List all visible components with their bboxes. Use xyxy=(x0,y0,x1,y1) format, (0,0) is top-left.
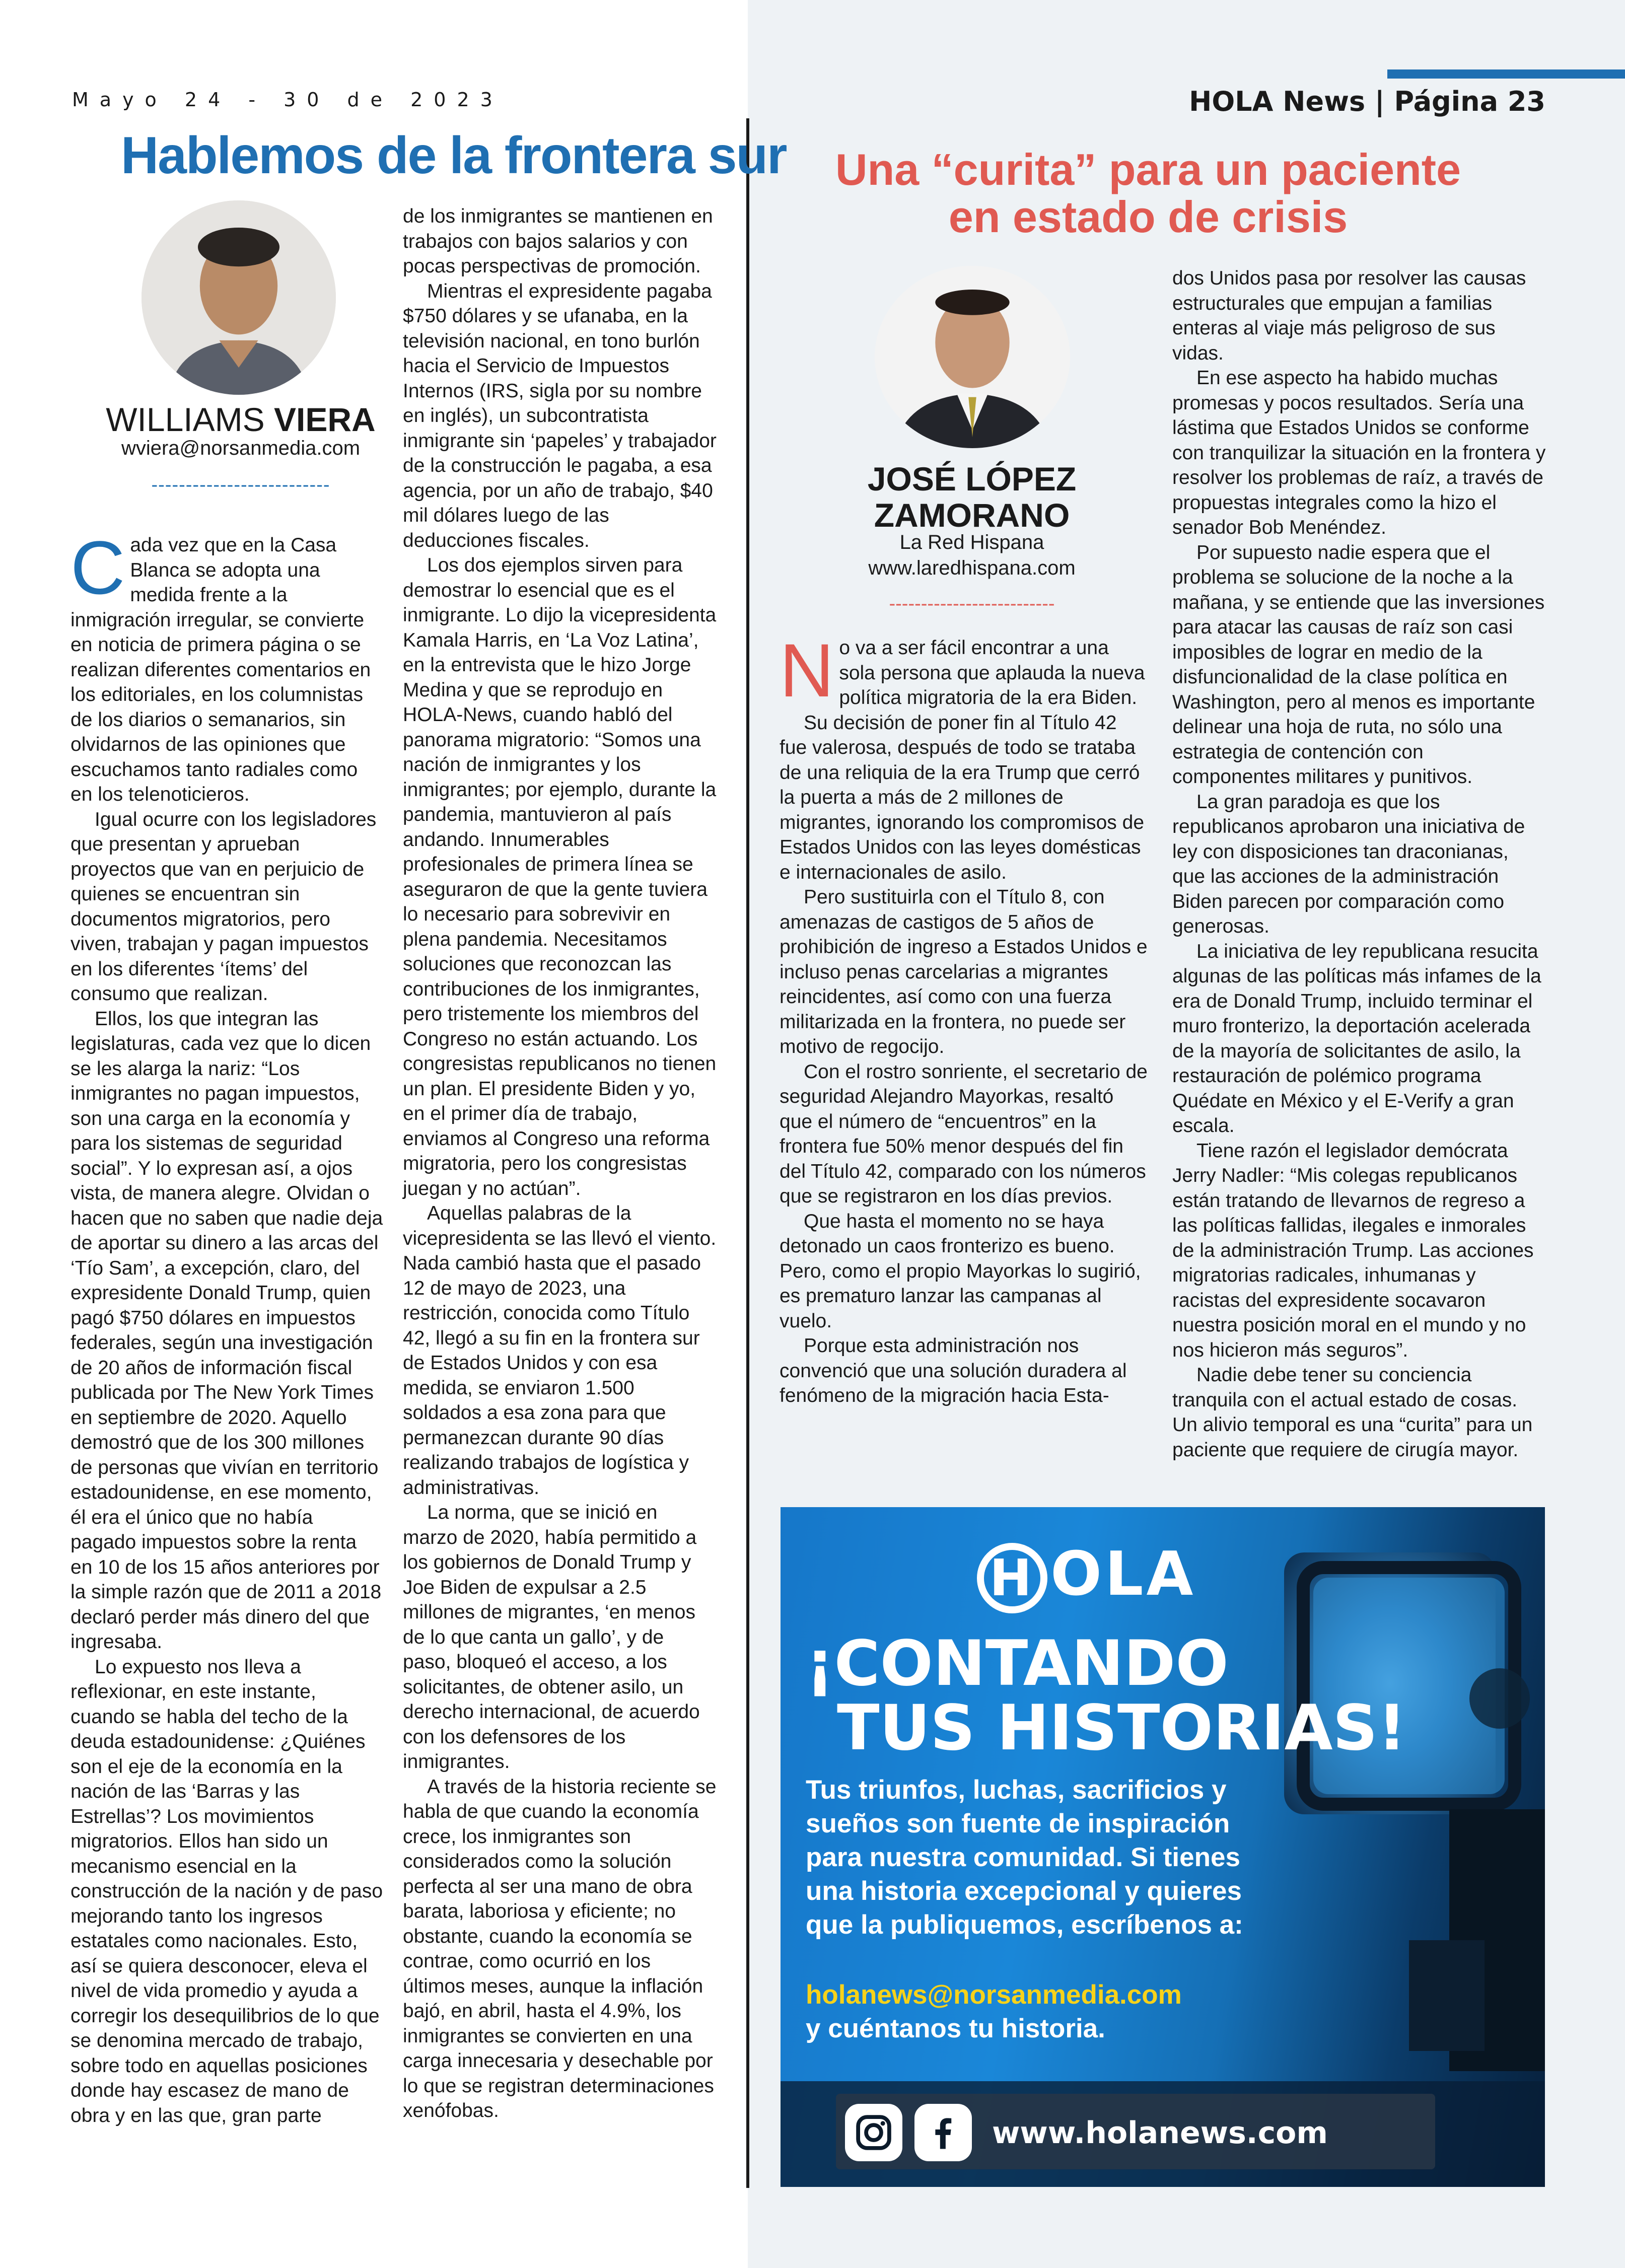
header-accent-bar xyxy=(1387,69,1625,79)
ad-tail-text: y cuéntanos tu historia. xyxy=(806,2014,1105,2043)
paragraph: Porque esta administración nos convenció que una solución duradera al fenómeno de la migración hacia Esta- xyxy=(780,1335,1127,1406)
author-name-line-2: ZAMORANO xyxy=(874,497,1070,534)
facebook-icon[interactable] xyxy=(914,2104,972,2161)
paragraph: Mientras el expresidente pagaba $750 dólares y se ufanaba, en la televisión nacional, en tono burlón hacia el Servicio de Impuestos Internos (IRS, sigla por su nombre en inglés), un subcontratista inmigrante sin ‘papeles’ y trabajador de la construcción le pagaba, a esa agencia, por un año de trabajo, $40 mil dólares luego de las deducciones fiscales. xyxy=(403,280,717,551)
paragraph: Su decisión de poner fin al Título 42 fue valerosa, después de todo se trataba de una reliquia de la era Trump que cerró la puerta a más de 2 millones de migrantes, ignorando los compromisos de Estados Unidos con las leyes domésticas e internacionales de asilo. xyxy=(780,712,1145,883)
paragraph: dos Unidos pasa por resolver las causas estructurales que empujan a familias enteras al viaje más peligroso de sus vidas. xyxy=(1172,267,1526,364)
paragraph: En ese aspecto ha habido muchas promesas y pocos resultados. Sería una lástima que Estados Unidos se conforme con tranquilizar la situación en la frontera y resolver los problemas de raíz, a través de propuestas integrales como la hizo el senador Bob Menéndez. xyxy=(1172,367,1546,538)
article-right-column-2 xyxy=(1172,266,1546,1462)
ad-body-text: Tus triunfos, luchas, sacrificios y sueños son fuente de inspiración para nuestra comunidad. Si tienes una historia excepcional y quieres que la publiquemos, escríbenos a: xyxy=(806,1775,1243,1940)
paragraph: A través de la historia reciente se habla de que cuando la economía crece, los inmigrantes son considerados como la solución perfecta al ser una mano de obra barata, laboriosa y eficiente; no obstante, cuando la economía se contrae, como ocurrió en los últimos meses, aunque la inflación bajó, en abril, hasta el 4.9%, los inmigrantes se convierten en una carga innecesaria y desechable por lo que se registran determinaciones xenófobas. xyxy=(403,1776,717,2121)
headline-left: Hablemos de la frontera sur xyxy=(121,126,787,185)
instagram-icon[interactable] xyxy=(845,2104,902,2161)
paragraph: Tiene razón el legislador demócrata Jerry Nadler: “Mis colegas republicanos están tratando de llevarnos de regreso a las políticas fallidas, ilegales e inmorales de la administración Trump. Las acciones migratorias radicales, inhumanas y racistas del expresidente socavaron nuestra posición moral en el mundo y no nos hicieron más seguros”. xyxy=(1172,1140,1534,1361)
paragraph: Los dos ejemplos sirven para demostrar lo esencial que es el inmigrante. Lo dijo la vicepresidenta Kamala Harris, en ‘La Voz Latina’, en la entrevista que le hizo Jorge Medina y que se reprodujo en HOLA-News, cuando habló del panorama migratorio: “Somos una nación de inmigrantes y los inmigrantes; por ejemplo, durante la pandemia, mantuvieron al país andando. Innumerables profesionales de primera línea se aseguraron de que la gente tuviera lo necesario para sobrevivir en plena pandemia. Necesitamos soluciones que reconozcan las contribuciones de los inmigrantes, pero tristemente los miembros del Congreso no están actuando. Los congresistas republicanos no tienen un plan. El presidente Biden y yo, en el primer día de trabajo, enviamos al Congreso una reforma migratoria, pero los congresistas juegan y no actúan”. xyxy=(403,554,717,1199)
issue-date: Mayo 24 - 30 de 2023 xyxy=(72,89,504,111)
paragraph: Que hasta el momento no se haya detonado un caos fronterizo es bueno. Pero, como el propio Mayorkas lo sugirió, es prematuro lanzar las campanas al vuelo. xyxy=(780,1210,1141,1332)
author-name-right xyxy=(821,461,1123,533)
author-name-line-1: JOSÉ LÓPEZ xyxy=(867,460,1077,498)
paragraph: Pero sustituirla con el Título 8, con amenazas de castigos de 5 años de prohibición de ingreso a Estados Unidos e incluso penas carcelarias a migrantes reincidentes, así como con una fuerza militarizada en la frontera, no puede ser motivo de regocijo. xyxy=(780,886,1148,1057)
byline-divider-right: -------------------------- xyxy=(889,593,1055,614)
ad-email-link[interactable]: holanews@norsanmedia.com xyxy=(806,1980,1182,2010)
page-label: HOLA News | Página 23 xyxy=(1189,86,1545,117)
hola-advertisement xyxy=(781,1507,1545,2187)
paragraph: Con el rostro sonriente, el secretario de seguridad Alejandro Mayorkas, resaltó que el número de “encuentros” en la frontera fue 50% menor después del fin del Título 42, comparado con los números que se registraron en los días previos. xyxy=(780,1060,1148,1207)
paragraph: Por supuesto nadie espera que el problema se solucione de la noche a la mañana, y se entiende que las inversiones para atacar las causas de raíz son casi imposibles de lograr en medio de la disfuncionalidad de la clase política en Washington, pero al menos es importante delinear una hoja de ruta, no sólo una estrategia de contención con componentes militares y punitivos. xyxy=(1172,541,1545,788)
paragraph: Igual ocurre con los legisladores que presentan y aprueban proyectos que van en perjuicio de quienes se encuentran sin documentos migratorios, pero viven, trabajan y pagan impuestos en los diferentes ‘ítems’ del consumo que realizan. xyxy=(70,808,377,1005)
author-photo-lopez xyxy=(875,266,1070,448)
hola-logo-h: H xyxy=(977,1543,1047,1613)
ad-website-link[interactable]: www.holanews.com xyxy=(992,2115,1328,2151)
article-right-column-1 xyxy=(780,628,1148,1408)
author-org-right: La Red Hispana xyxy=(899,531,1044,553)
paragraph: La gran paradoja es que los republicanos aprobaron una iniciativa de ley con disposiciones tan draconianas, que las acciones de la administración Biden parecen por comparación como generosas. xyxy=(1172,791,1525,937)
author-website-right: www.laredhispana.com xyxy=(868,557,1076,579)
paragraph xyxy=(780,628,1148,713)
paragraph: Aquellas palabras de la vicepresidenta se las llevó el viento. Nada cambió hasta que el pasado 12 de mayo de 2023, una restricción, conocida como Título 42, llegó a su fin en la frontera sur de Estados Unidos y con esa medida, se enviaron 1.500 soldados a esa zona para que permanezcan durante 90 días realizando trabajos de logística y administrativas. xyxy=(403,1202,717,1499)
author-name-left xyxy=(70,400,411,439)
author-photo-viera xyxy=(142,200,336,395)
hola-logo-text: OLA xyxy=(1050,1539,1196,1609)
article-left-column-1 xyxy=(70,525,384,2128)
author-first-name: WILLIAMS xyxy=(106,401,274,438)
byline-divider-left: -------------------------- xyxy=(151,474,330,495)
paragraph-text: o va a ser fácil encontrar a una sola persona que aplauda la nueva política migratoria de la era Biden. xyxy=(839,637,1145,708)
paragraph: La iniciativa de ley republicana resucita algunas de las políticas más infames de la era de Donald Trump, incluido terminar el muro fronterizo, la deportación acelerada de la mayoría de solicitantes de asilo, la restauración de polémico programa Quédate en México y el E-Verify a gran escala. xyxy=(1172,940,1541,1137)
headline-right: Una “curita” para un paciente en estado de crisis xyxy=(835,145,1461,242)
hola-logo xyxy=(977,1539,1196,1613)
ad-title-line-2: TUS HISTORIAS! xyxy=(837,1692,1406,1764)
dropcap-right: N xyxy=(780,628,834,713)
paragraph: de los inmigrantes se mantienen en trabajos con bajos salarios y con pocas perspectivas de promoción. xyxy=(403,205,713,277)
ad-title-line-1: ¡CONTANDO xyxy=(806,1627,1229,1700)
paragraph: Ellos, los que integran las legislaturas, cada vez que lo dicen se les alarga la nariz: “Los inmigrantes no pagan impuestos, son una carga en la economía y para los sistemas de seguridad social”. Y lo expresan así, a ojos vista, de manera alegre. Olvidan o hacen que no saben que nadie deja de aportar su dinero a las arcas del ‘Tío Sam’, a excepción, claro, del expresidente Donald Trump, quien pagó $750 dólares en impuestos federales, según una investigación de 20 años de información fiscal publicada por The New York Times en septiembre de 2020. Aquello demostró que de los 300 millones de personas que vivían en territorio estadounidense, en ese momento, él era el único que no había pagado impuestos sobre la renta en 10 de los 15 años anteriores por la simple razón que de 2011 a 2018 declaró perder más dinero del que ingresaba. xyxy=(70,1008,383,1653)
author-email-left: wviera@norsanmedia.com xyxy=(121,437,361,459)
article-left-column-2 xyxy=(403,204,717,2123)
paragraph-text: ada vez que en la Casa Blanca se adopta una medida frente a la inmigración irregular, se convierte en noticia de primera página o se realizan diferentes comentarios en los editoriales, en los columnistas de los diarios o semanarios, sin olvidarnos de las opiniones que escuchamos tanto radiales como en los telenoticieros. xyxy=(70,534,371,805)
dropcap-left: C xyxy=(70,525,125,610)
column-divider xyxy=(746,118,749,2188)
author-last-name: VIERA xyxy=(274,401,376,438)
paragraph: La norma, que se inició en marzo de 2020, había permitido a los gobiernos de Donald Trump y Joe Biden de expulsar a 2.5 millones de migrantes, ‘en menos de lo que canta un gallo’, y de paso, bloqueó el acceso, a los solicitantes, de obtener asilo, un derecho internacional, de acuerdo con los defensores de los inmigrantes. xyxy=(403,1502,700,1773)
paragraph: Lo expuesto nos lleva a reflexionar, en este instante, cuando se habla del techo de la deuda estadounidense: ¿Quiénes son el eje de la economía en la nación de las ‘Barras y las Estrellas’? Los movimientos migratorios. Ellos han sido un mecanismo esencial en la construcción de la nación y de paso mejorando tanto los ingresos estatales como nacionales. Esto, así se quiera desconocer, eleva el nivel de vida promedio y ayuda a corregir los desequilibrios de lo que se denomina mercado de trabajo, sobre todo en aquellas posiciones donde hay escasez de mano de obra y en las que, gran parte xyxy=(70,1656,383,2127)
paragraph: Nadie debe tener su conciencia tranquila con el actual estado de cosas. Un alivio temporal es una “curita” para un paciente que requiere de cirugía mayor. xyxy=(1172,1364,1533,1461)
paragraph xyxy=(70,525,384,807)
